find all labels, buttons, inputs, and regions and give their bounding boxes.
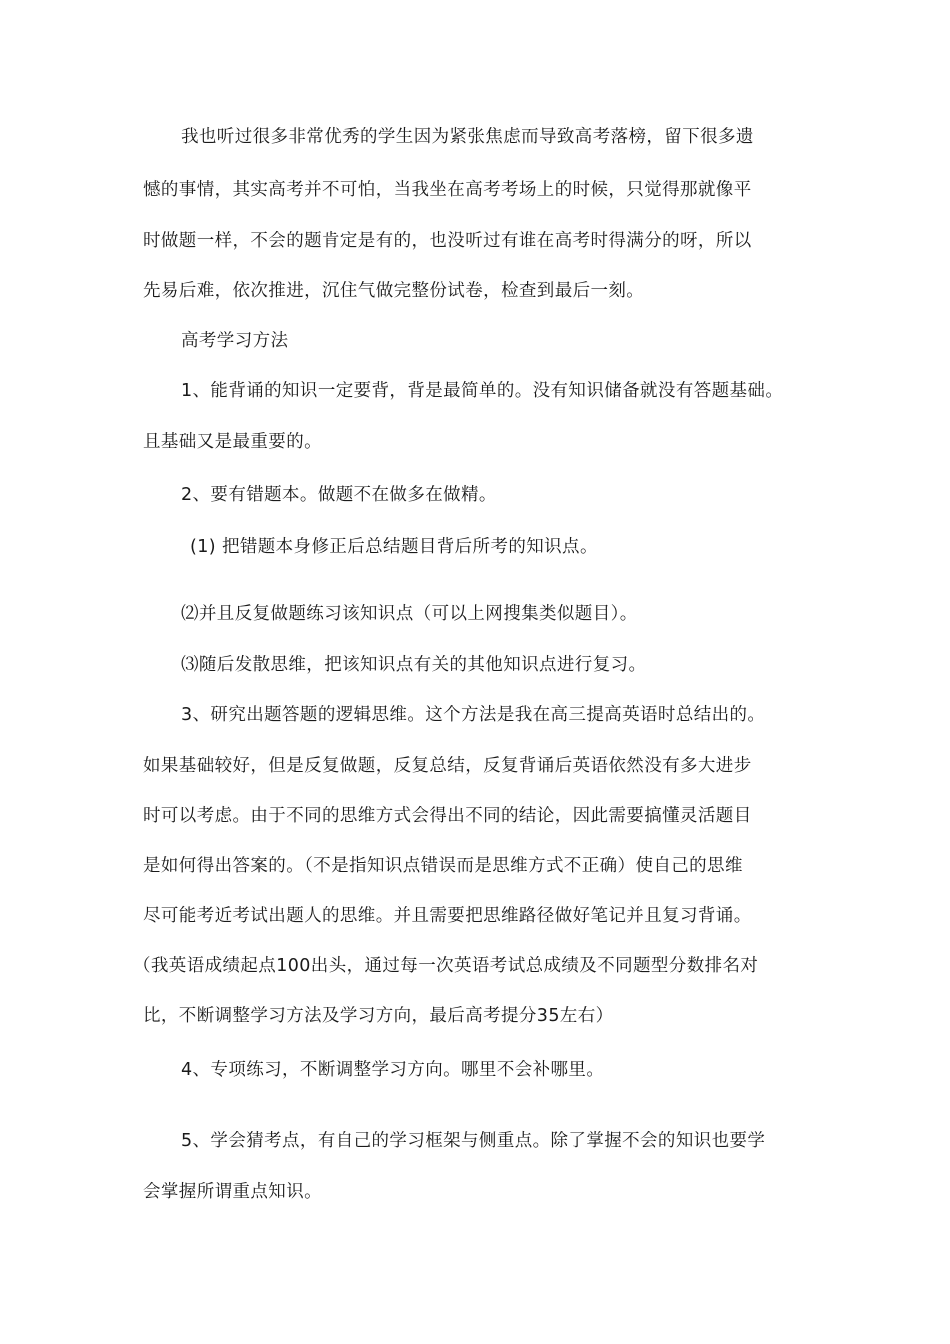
list-item-3-line: 3、研究出题答题的逻辑思维。这个方法是我在高三提高英语时总结出的。 <box>181 705 766 725</box>
sub-item-3: ⑶随后发散思维，把该知识点有关的其他知识点进行复习。 <box>181 655 647 675</box>
list-item-3-line: （我英语成绩起点100出头，通过每一次英语考试总成绩及不同题型分数排名对 <box>133 956 759 976</box>
list-item-4: 4、专项练习，不断调整学习方向。哪里不会补哪里。 <box>181 1060 605 1080</box>
paragraph-line: 憾的事情，其实高考并不可怕，当我坐在高考考场上的时候，只觉得那就像平 <box>143 180 752 200</box>
list-item-5-line: 会掌握所谓重点知识。 <box>143 1182 322 1202</box>
list-item-3-line: 是如何得出答案的。（不是指知识点错误而是思维方式不正确）使自己的思维 <box>143 856 743 876</box>
list-item-2: 2、要有错题本。做题不在做多在做精。 <box>181 485 497 505</box>
list-item-1-line: 1、能背诵的知识一定要背，背是最简单的。没有知识储备就没有答题基础。 <box>181 381 784 401</box>
list-item-3-line: 尽可能考近考试出题人的思维。并且需要把思维路径做好笔记并且复习背诵。 <box>143 906 752 926</box>
list-item-3-line: 时可以考虑。由于不同的思维方式会得出不同的结论，因此需要搞懂灵活题目 <box>143 806 752 826</box>
paragraph-line: 先易后难，依次推进，沉住气做完整份试卷，检查到最后一刻。 <box>143 281 645 301</box>
sub-item-2: ⑵并且反复做题练习该知识点（可以上网搜集类似题目）。 <box>181 604 638 624</box>
list-item-5-line: 5、学会猜考点，有自己的学习框架与侧重点。除了掌握不会的知识也要学 <box>181 1131 766 1151</box>
sub-item-1: (1) 把错题本身修正后总结题目背后所考的知识点。 <box>190 537 598 557</box>
list-item-3-line: 比，不断调整学习方法及学习方向，最后高考提分35左右） <box>143 1006 614 1026</box>
paragraph-line: 时做题一样，不会的题肯定是有的，也没听过有谁在高考时得满分的呀，所以 <box>143 231 752 251</box>
section-heading: 高考学习方法 <box>181 331 289 351</box>
list-item-1-line: 且基础又是最重要的。 <box>143 432 322 452</box>
list-item-3-line: 如果基础较好，但是反复做题，反复总结，反复背诵后英语依然没有多大进步 <box>143 756 752 776</box>
paragraph-line: 我也听过很多非常优秀的学生因为紧张焦虑而导致高考落榜，留下很多遗 <box>181 127 754 147</box>
